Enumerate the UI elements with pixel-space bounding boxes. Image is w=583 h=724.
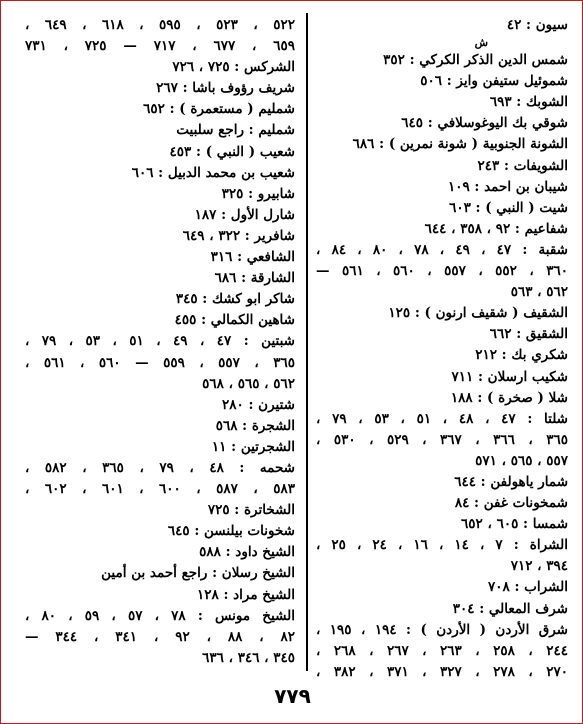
index-entry: ٣٩٤ ، ٧١٢ (510, 558, 568, 575)
index-entry: ٣٦٠ ، ٥٥٢ ، ٥٥٧ ، ٥٦٠ ، ٥٦١ — (316, 263, 568, 280)
index-entry: شفاعيم : ٩٢ ، ٣٥٨ ، ٦٤٤ (424, 220, 568, 237)
index-entry: شموئيل ستيفن وايز : ٥٠٦ (420, 73, 568, 90)
index-entry: شاكر ابو كشك : ٣٤٥ (175, 291, 295, 308)
index-entry: الشارقة : ٦٨٦ (214, 270, 295, 287)
index-entry: الشجرة : ٥٦٨ (215, 417, 295, 434)
index-entry: الشوبك : ٦٩٣ (489, 94, 568, 111)
index-entry: الشراة : ٧ ، ١٤ ، ١٦ ، ٢٤ ، ٢٥ ، (316, 537, 568, 554)
index-entry: الشونة الجنوبية ( شونة نمرين ) : ٦٨٦ (352, 136, 568, 153)
index-entry: ٣٤٥ ، ٣٤٦ ، ٦٣٦ (202, 649, 295, 666)
index-entry: ٣٦٥ ، ٥٥٧ ، ٥٥٩ — ٥٦٠ ، ٥٦١ ، (25, 354, 295, 371)
index-entry: شخونات بيلنسن : ٦٤٥ (167, 523, 295, 540)
index-entry: شعيب ( النبي ) : ٤٥٣ (169, 143, 295, 160)
index-entry: الشقيق : ٦٦٢ (489, 326, 568, 343)
index-entry: شتيرن : ٢٨٠ (222, 396, 295, 413)
index-entry: ٥٦٢ ، ٥٦٥ ، ٥٦٨ (202, 375, 295, 392)
index-entry: شارل الأول : ١٨٧ (194, 206, 295, 223)
index-entry: الشجرتين : ١١ (211, 438, 295, 455)
index-entry: شمس الدين الذكر الكركي : ٣٥٢ (383, 52, 568, 69)
index-entry: شرف المعالي : ٣٠٤ (452, 600, 568, 617)
index-entry: شوقي بك اليوغوسلافي : ٦٤٥ (401, 115, 568, 132)
index-entry: الشقيف ( شقيف ارنون ) : ١٢٥ (388, 305, 568, 322)
index-entry: سيون : ٤٢ (506, 17, 568, 33)
index-entry: شمخونات غفن : ٨٤ (454, 495, 568, 512)
index-entry: شريف رؤوف باشا : ٢٦٧ (156, 80, 295, 97)
index-entry: شعيب بن محمد الدبيل : ٦٠٦ (131, 164, 295, 181)
index-entry: ٨٢ ، ٨٨ ، ٩٢ ، ٣٤١ ، ٣٤٤ — (25, 628, 295, 645)
index-entry: شبتين : ٤٧ ، ٤٩ ، ٥١ ، ٥٣ ، ٧٩ ، (25, 333, 295, 350)
index-entry: شمليم ( مستعمرة ) : ٦٥٢ (143, 101, 295, 118)
index-entry: شرق الأردن ( الأردن ) : ١٩٤ ، ١٩٥ ، (316, 621, 568, 638)
index-entry: ٥٨٣ ، ٥٨٧ ، ٦٠٠ ، ٦٠١ ، ٦٠٢ ، (25, 481, 295, 498)
index-entry: ٢٤٤ ، ٢٥٨ ، ٢٦٣ ، ٢٦٧ ، ٢٦٨ ، (316, 642, 568, 659)
index-entry: الشيخ داود : ٥٨٨ (199, 544, 295, 561)
index-entry: شمليم : راجع سلبيت (176, 122, 295, 139)
index-entry: الشراب : ٧٠٨ (488, 579, 568, 596)
index-entry: ٣٦٥ ، ٣٦٦ ، ٣٦٧ ، ٥٢٩ ، ٥٣٠ ، (316, 431, 568, 448)
index-entry: شاهين الكمالي : ٤٥٥ (174, 312, 295, 329)
index-entry: شلتا : ٤٧ ، ٤٨ ، ٥١ ، ٥٣ ، ٧٩ ، (316, 410, 568, 427)
index-entry: الشيخ مراد : ١٢٨ (197, 586, 295, 603)
index-entry: شحمه : ٤٨ ، ٧٩ ، ٣٦٥ ، ٥٨٢ ، (25, 459, 295, 476)
index-entry: الشركس : ٧٢٥ ، ٧٢٦ (172, 59, 295, 76)
index-entry: الشخاترة : ٧٢٥ (207, 502, 295, 519)
page-number: ٧٧٩ (274, 684, 311, 708)
index-entry: شكيب ارسلان : ٧١١ (451, 368, 568, 385)
index-entry: شافرير : ٣٢٢ ، ٦٤٩ (182, 227, 295, 244)
index-entry: شقبة : ٤٧ ، ٤٩ ، ٧٨ ، ٨٠ ، ٨٤ ، (316, 241, 568, 258)
index-entry: ٥٥٧ ، ٥٦٥ ، ٥٧١ (475, 452, 568, 469)
index-entry: ٦٥٩ ، ٦٧٧ ، ٧١٧ — ٧٢٥ ، ٧٣١ (25, 38, 295, 55)
index-entry: شيت ( النبي ) : ٦٠٣ (449, 199, 568, 216)
index-entry: ش (474, 36, 488, 50)
index-entry: الشيخ رسلان : راجع أحمد بن أمين (101, 565, 295, 582)
index-entry: ٥٢٢ ، ٥٢٣ ، ٥٩٥ ، ٦١٨ ، ٦٤٩ ، (25, 17, 295, 33)
index-column-right (316, 15, 568, 683)
index-entry: الشيخ مونس : ٧٨ ، ٥٧ ، ٥٩ ، ٨٠ ، (25, 607, 295, 624)
column-divider (306, 13, 308, 671)
index-column-left (25, 15, 295, 669)
index-entry: الشويفات : ٢٤٣ (477, 157, 568, 174)
index-entry: ٢٧٠ ، ٢٧٨ ، ٣٢٧ ، ٣٧١ ، ٣٨٢ ، (316, 663, 568, 680)
index-entry: ٥٦٢ ، ٥٦٣ (510, 284, 568, 301)
index-entry: شابيرو : ٣٢٥ (221, 185, 295, 202)
index-entry: شلا ( صخرة ) : ١٨٨ (450, 389, 568, 406)
index-entry: الشافعي : ٣١٦ (210, 249, 295, 266)
index-entry: شمار ياهولفن : ٦٤٤ (454, 473, 568, 490)
index-entry: شيبان بن احمد : ١٠٩ (447, 178, 568, 195)
index-entry: شمسا : ٦٠٥ ، ٦٥٢ (461, 516, 568, 533)
index-entry: شكري بك : ٢١٢ (475, 347, 568, 364)
